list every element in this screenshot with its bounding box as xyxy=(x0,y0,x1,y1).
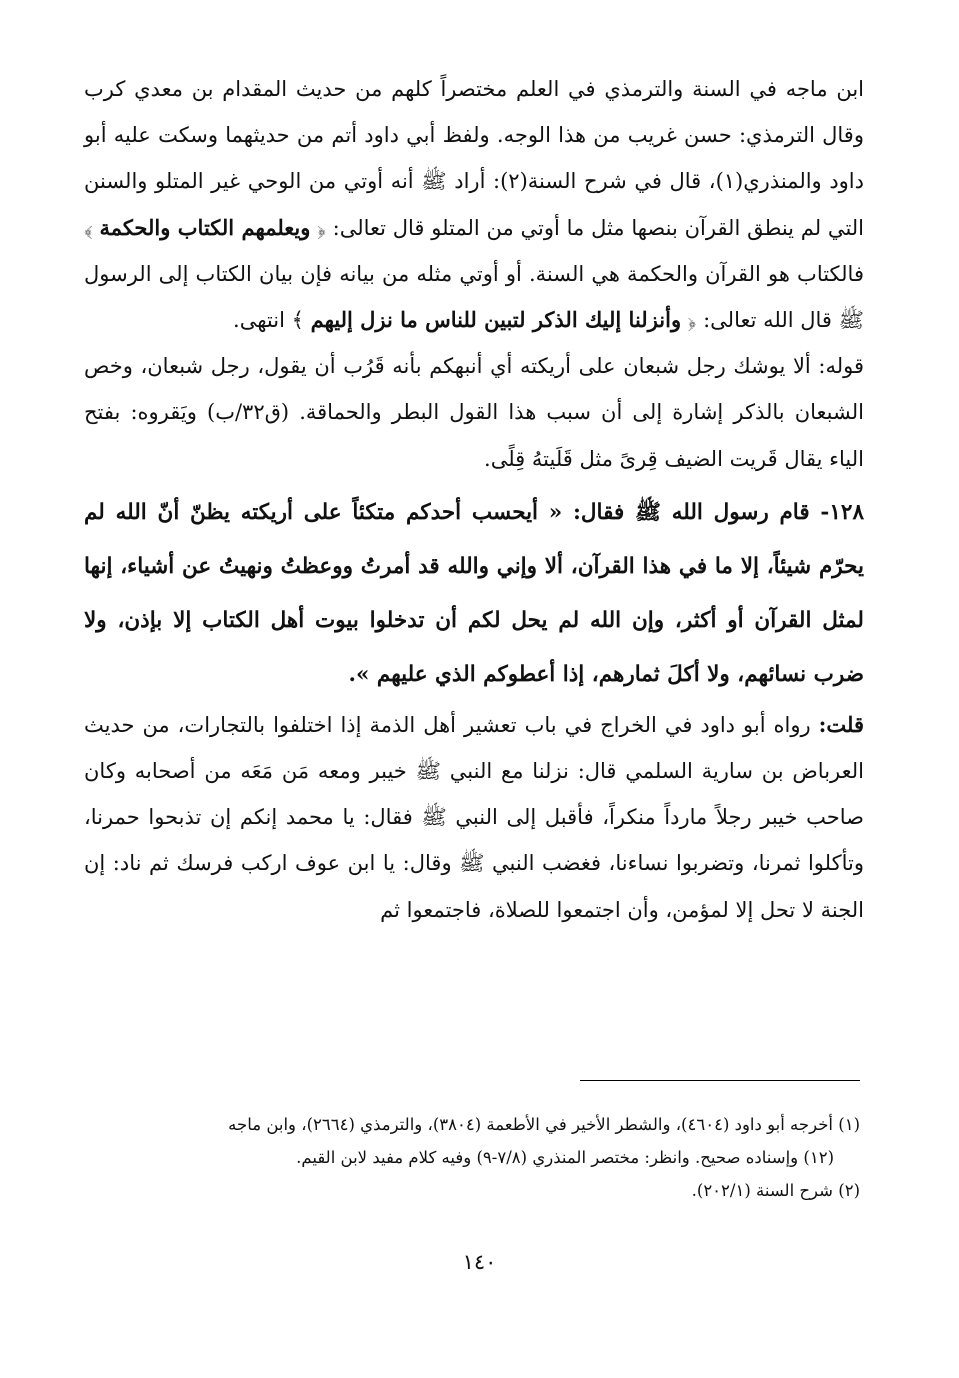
paragraph-explanation: قوله: ألا يوشك رجل شبعان على أريكته أي أنبهكم بأنه قَرُب أن يقول، رجل شبعان، وخص الشبعان بالذكر إشارة إلى أن سبب هذا القول البطر والحماقة. (ق٣٢/ب) ويَقروه: بفتح الياء يقال قَريت الضيف قِرىً مثل قَلَيتهُ قِلًى. xyxy=(84,354,864,471)
footnote-2: (٢) شرح السنة (٢٠٢/١). xyxy=(691,1181,860,1200)
commentary-text-1: ابن ماجه في السنة والترمذي في العلم مختصراً كلهم من حديث المقدام بن معدي كرب وقال الترمذي: حسن غريب من هذا الوجه. ولفظ أبي داود أتم من حديثهما وسكت عليه أبو داود والمنذري(١)، قال في شرح السنة(٢): أراد ﷺ أنه أوتي من الوحي غير المتلو والسنن التي لم ينطق القرآن بنصها مثل ما أوتي من المتلو قال تعالى: ﴿ xyxy=(84,77,865,240)
qult-label: قلت: xyxy=(818,711,864,737)
page-number: ١٤٠ xyxy=(462,1250,497,1274)
qult-text: رواه أبو داود في الخراج في باب تعشير أهل الذمة إذا اختلفوا بالتجارات، من حديث العرباض بن سارية السلمي قال: نزلنا مع النبي ﷺ خيبر ومعه مَن مَعَه من أصحابه وكان صاحب خيبر رجلاً مارداً منكراً، فأقبل إلى النبي ﷺ فقال: يا محمد إنكم إن تذبحوا حمرنا، وتأكلوا ثمرنا، وتضربوا نساءنا، فغضب النبي ﷺ وقال: يا ابن عوف اركب فرسك ثم ناد: إن الجنة لا تحل إلا لمؤمن، وأن اجتمعوا للصلاة، فاجتمعوا ثم xyxy=(84,712,864,922)
hadith-128 xyxy=(84,486,864,702)
quran-quote-1: ويعلمهم الكتاب والحكمة xyxy=(99,214,311,240)
footnote-1-line-2: (١٢) وإسناده صحيح. وانظر: مختصر المنذري (٧/٨-٩) وفيه كلام مفيد لابن القيم. xyxy=(296,1148,834,1167)
paragraph-qult xyxy=(84,702,864,933)
footnotes xyxy=(80,1108,860,1207)
main-text xyxy=(84,66,864,933)
footnote-separator xyxy=(580,1080,860,1081)
hadith-text: قام رسول الله ﷺ فقال: « أيحسب أحدكم متكئاً على أريكته يظنّ أنّ الله لم يحرّم شيئاً، إلا ما في هذا القرآن، ألا وإني والله قد أمرتُ ووعظتُ ونهيتُ عن أشياء، إنها لمثل القرآن أو أكثر، وإن الله لم يحل لكم أن تدخلوا بيوت أهل الكتاب إلا بإذن، ولا ضرب نسائهم، ولا أكلَ ثمارهم، إذا أعطوكم الذي عليهم ». xyxy=(84,499,864,687)
paragraph-commentary xyxy=(84,66,864,343)
commentary-text-3: ﴾ انتهى. xyxy=(233,308,304,333)
commentary-text-2: ﴾ فالكتاب هو القرآن والحكمة هي السنة. أو أوتي مثله من بيانه فإن بيان الكتاب إلى الرسول ﷺ قال الله تعالى: ﴿ xyxy=(84,215,864,333)
quran-quote-2: وأنزلنا إليك الذكر لتبين للناس ما نزل إليهم xyxy=(310,307,682,333)
footnote-1-line-1: (١) أخرجه أبو داود (٤٦٠٤)، والشطر الأخير في الأطعمة (٣٨٠٤)، والترمذي (٢٦٦٤)، وابن ماجه xyxy=(228,1115,860,1134)
hadith-number: ١٢٨- xyxy=(820,499,864,525)
